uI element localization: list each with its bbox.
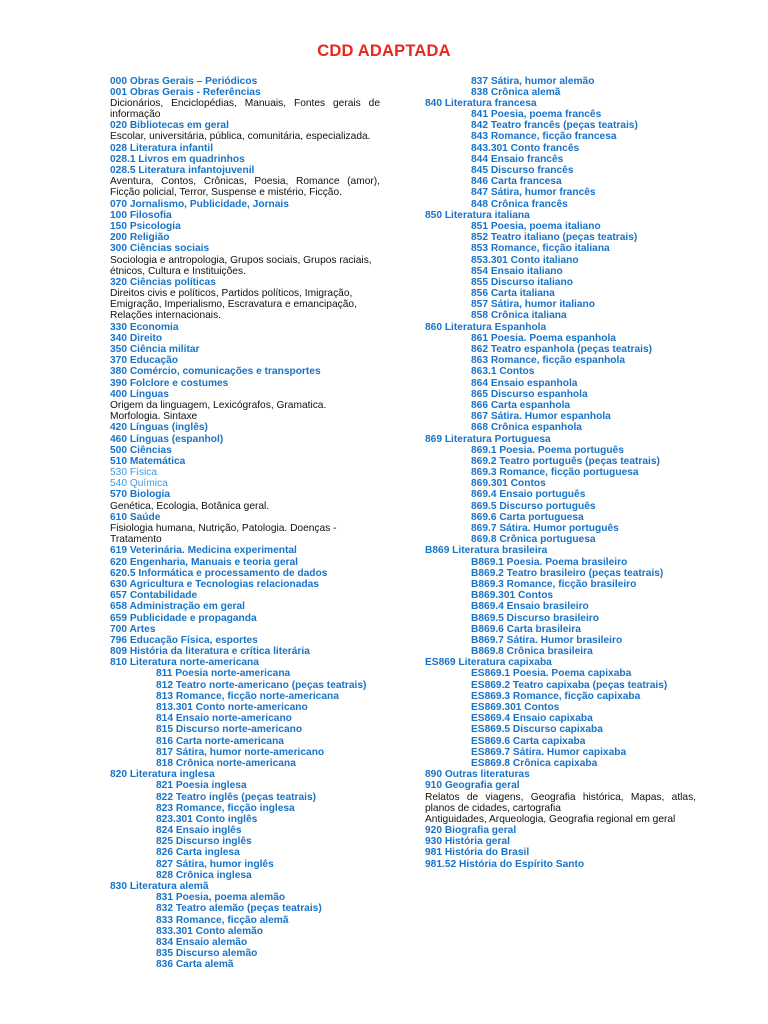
cdd-entry-heading: 350 Ciência militar <box>110 344 200 355</box>
cdd-entry-subclass: 837 Sátira, humor alemão <box>471 75 595 87</box>
cdd-entry-heading: 200 Religião <box>110 232 170 244</box>
cdd-entry-subclass: 869.1 Poesia. Poema português <box>471 444 624 456</box>
cdd-entry-heading: 070 Jornalismo, Publicidade, Jornais <box>110 198 289 210</box>
cdd-entry-description: Tratamento <box>110 534 162 546</box>
cdd-entry-subclass: 854 Ensaio italiano <box>471 265 563 277</box>
cdd-entry-heading: 830 Literatura alemã <box>110 881 209 892</box>
cdd-entry-subclass: 869.8 Crônica portuguesa <box>471 534 596 546</box>
cdd-entry-description: Fisiologia humana, Nutrição, Patologia. Doenças - <box>110 523 337 534</box>
cdd-entry-heading: 570 Biologia <box>110 489 171 501</box>
cdd-entry-subclass: B869.5 Discurso brasileiro <box>471 612 599 624</box>
cdd-entry-subclass: 811 Poesia norte-americana <box>156 668 291 680</box>
cdd-entry-subclass: B869.4 Ensaio brasileiro <box>471 601 589 613</box>
cdd-entry-subclass: 853 Romance, ficção italiana <box>471 243 610 255</box>
cdd-entry-subclass: 858 Crônica italiana <box>471 310 567 322</box>
cdd-entry-description: planos de cidades, cartografia <box>425 802 561 814</box>
cdd-entry-heading: 700 Artes <box>110 623 156 635</box>
cdd-entry-heading: 510 Matemática <box>110 455 186 467</box>
cdd-entry-subclass: 852 Teatro italiano (peças teatrais) <box>471 232 638 244</box>
cdd-entry-subclass: 845 Discurso francês <box>471 165 574 176</box>
cdd-entry-heading: 920 Biografia geral <box>425 825 517 837</box>
cdd-entry-description: Direitos civis e políticos, Partidos políticos, Imigração, <box>110 288 353 300</box>
cdd-entry-subclass: 856 Carta italiana <box>471 288 555 300</box>
cdd-entry-subclass: 823 Romance, ficção inglesa <box>156 802 295 814</box>
cdd-entry-subclass: B869.1 Poesia. Poema brasileiro <box>471 556 628 568</box>
cdd-entry-heading: 796 Educação Física, esportes <box>110 634 258 646</box>
cdd-entry-subclass: ES869.301 Contos <box>471 702 560 713</box>
cdd-entry-heading: 390 Folclore e costumes <box>110 377 229 389</box>
cdd-entry-description: Morfologia. Sintaxe <box>110 411 198 423</box>
cdd-entry-heading: 869 Literatura Portuguesa <box>425 433 551 445</box>
cdd-entry-heading: 630 Agricultura e Tecnologias relacionadas <box>110 578 319 590</box>
cdd-entry-heading: 150 Psicologia <box>110 220 181 232</box>
cdd-entry-subclass: 816 Carta norte-americana <box>156 735 284 747</box>
cdd-entry-heading: 620.5 Informática e processamento de dados <box>110 567 328 579</box>
cdd-entry-description: Emigração, Imperialismo, Escravatura e emancipação, <box>110 299 357 311</box>
cdd-entry-heading: 850 Literatura italiana <box>425 209 530 221</box>
cdd-entry-subclass: 814 Ensaio norte-americano <box>156 713 292 725</box>
cdd-entry-subclass: ES869.2 Teatro capixaba (peças teatrais) <box>471 679 668 691</box>
cdd-entry-subclass: 853.301 Conto italiano <box>471 254 579 266</box>
cdd-entry-subclass: 838 Crônica alemã <box>471 86 561 98</box>
cdd-entry-subclass: 844 Ensaio francês <box>471 153 564 165</box>
cdd-entry-subclass: 835 Discurso alemão <box>156 948 258 960</box>
cdd-entry-description: Aventura, Contos, Crônicas, Poesia, Romance (amor), <box>110 176 380 188</box>
cdd-entry-subclass: ES869.1 Poesia. Poema capixaba <box>471 668 632 680</box>
cdd-entry-subclass: 821 Poesia inglesa <box>156 780 247 792</box>
cdd-entry-heading: 020 Bibliotecas em geral <box>110 120 229 132</box>
cdd-entry-subclass: 869.301 Contos <box>471 478 546 490</box>
cdd-entry-heading: 659 Publicidade e propaganda <box>110 612 257 624</box>
cdd-entry-heading: B869 Literatura brasileira <box>425 545 548 557</box>
cdd-entry-subclass: 828 Crônica inglesa <box>156 869 252 881</box>
cdd-entry-subclass: B869.2 Teatro brasileiro (peças teatrais) <box>471 567 664 579</box>
cdd-entry-heading: 380 Comércio, comunicações e transportes <box>110 366 321 378</box>
cdd-entry-subclass: 824 Ensaio inglês <box>156 825 242 837</box>
cdd-entry-heading: 028.1 Livros em quadrinhos <box>110 153 245 165</box>
cdd-entry-heading: 810 Literatura norte-americana <box>110 657 259 669</box>
cdd-entry-subclass: 863.1 Contos <box>471 366 535 378</box>
cdd-entry-subclass: 843 Romance, ficção francesa <box>471 131 617 143</box>
cdd-entry-subclass: 825 Discurso inglês <box>156 836 252 848</box>
cdd-entry-subclass: ES869.7 Sátira. Humor capixaba <box>471 746 627 758</box>
cdd-entry-heading: 981 História do Brasil <box>425 847 530 859</box>
cdd-entry-subclass: 842 Teatro francês (peças teatrais) <box>471 120 638 132</box>
cdd-entry-subclass: 813 Romance, ficção norte-americana <box>156 690 339 702</box>
cdd-entry-subclass: 817 Sátira, humor norte-americano <box>156 746 325 758</box>
cdd-entry-subclass: ES869.6 Carta capixaba <box>471 735 586 747</box>
cdd-entry-subclass: 823.301 Conto inglês <box>156 813 258 825</box>
cdd-entry-heading: 540 Química <box>110 478 168 490</box>
cdd-entry-subclass: 861 Poesia. Poema espanhola <box>471 332 616 344</box>
cdd-entry-description: Relatos de viagens, Geografia histórica, Mapas, atlas, <box>425 791 696 803</box>
cdd-entry-heading: 910 Geografia geral <box>425 780 520 792</box>
cdd-entry-subclass: 846 Carta francesa <box>471 176 562 188</box>
cdd-entry-subclass: 868 Crônica espanhola <box>471 422 582 434</box>
cdd-entry-subclass: B869.301 Contos <box>471 590 554 602</box>
cdd-entry-subclass: 827 Sátira, humor inglês <box>156 858 274 870</box>
cdd-entry-subclass: 818 Crônica norte-americana <box>156 757 296 769</box>
cdd-entry-subclass: 832 Teatro alemão (peças teatrais) <box>156 903 322 915</box>
cdd-entry-subclass: 857 Sátira, humor italiano <box>471 299 595 311</box>
cdd-entry-subclass: 815 Discurso norte-americano <box>156 724 303 736</box>
cdd-entry-subclass: 847 Sátira, humor francês <box>471 187 596 199</box>
cdd-entry-heading: 320 Ciências políticas <box>110 276 216 288</box>
cdd-entry-heading: 840 Literatura francesa <box>425 97 537 109</box>
cdd-entry-heading: 530 Física <box>110 467 157 479</box>
cdd-entry-description: étnicos, Cultura e Instituições. <box>110 265 246 277</box>
cdd-entry-subclass: ES869.8 Crônica capixaba <box>471 757 598 769</box>
cdd-entry-subclass: 866 Carta espanhola <box>471 399 571 411</box>
cdd-entry-description: informação <box>110 109 161 121</box>
cdd-entry-subclass: 851 Poesia, poema italiano <box>471 220 601 232</box>
cdd-entry-description: Escolar, universitária, pública, comunitária, especializada. <box>110 131 371 143</box>
cdd-entry-description: Ficção policial, Terror, Suspense e mistério, Ficção. <box>110 187 342 199</box>
page-title: CDD ADAPTADA <box>317 42 451 60</box>
cdd-entry-heading: 809 História da literatura e crítica literária <box>110 646 310 658</box>
cdd-entry-subclass: 834 Ensaio alemão <box>156 936 248 948</box>
cdd-entry-subclass: ES869.3 Romance, ficção capixaba <box>471 690 641 702</box>
cdd-entry-heading: 460 Línguas (espanhol) <box>110 433 224 445</box>
cdd-entry-subclass: 812 Teatro norte-americano (peças teatrais) <box>156 679 367 691</box>
cdd-entry-heading: 657 Contabilidade <box>110 590 198 602</box>
cdd-entry-subclass: 822 Teatro inglês (peças teatrais) <box>156 791 317 803</box>
cdd-entry-description: Relações internacionais. <box>110 310 221 322</box>
cdd-entry-heading: 400 Línguas <box>110 388 169 400</box>
cdd-entry-heading: 000 Obras Gerais – Periódicos <box>110 75 258 87</box>
cdd-entry-subclass: 869.7 Sátira. Humor português <box>471 523 619 534</box>
cdd-entry-heading: 330 Economia <box>110 321 179 333</box>
cdd-entry-subclass: 863 Romance, ficção espanhola <box>471 355 626 367</box>
cdd-entry-heading: 658 Administração em geral <box>110 601 245 613</box>
cdd-entry-subclass: ES869.5 Discurso capixaba <box>471 724 603 736</box>
cdd-entry-subclass: 826 Carta inglesa <box>156 847 240 859</box>
cdd-entry-heading: 860 Literatura Espanhola <box>425 321 547 333</box>
cdd-entry-subclass: 836 Carta alemã <box>156 959 234 971</box>
cdd-entry-subclass: 813.301 Conto norte-americano <box>156 702 308 713</box>
cdd-entry-heading: 620 Engenharia, Manuais e teoria geral <box>110 556 298 568</box>
right-column <box>425 76 696 870</box>
cdd-entry-heading: 981.52 História do Espírito Santo <box>425 858 585 870</box>
cdd-entry-subclass: 843.301 Conto francês <box>471 142 580 154</box>
cdd-entry-description: Origem da linguagem, Lexicógrafos, Gramatica. <box>110 399 327 411</box>
cdd-entry-subclass: 869.5 Discurso português <box>471 500 596 512</box>
cdd-entry-heading: 028.5 Literatura infantojuvenil <box>110 165 255 176</box>
cdd-entry-subclass: 865 Discurso espanhola <box>471 388 588 400</box>
cdd-entry-heading: 619 Veterinária. Medicina experimental <box>110 545 297 557</box>
cdd-entry-subclass: 869.6 Carta portuguesa <box>471 511 584 523</box>
cdd-entry-description: Antiguidades, Arqueologia, Geografia regional em geral <box>425 813 676 825</box>
cdd-entry-heading: 820 Literatura inglesa <box>110 769 215 781</box>
cdd-entry-subclass: ES869.4 Ensaio capixaba <box>471 713 593 725</box>
cdd-entry-heading: 500 Ciências <box>110 444 172 456</box>
cdd-entry-subclass: 831 Poesia, poema alemão <box>156 892 286 904</box>
cdd-entry-subclass: 867 Sátira. Humor espanhola <box>471 411 611 423</box>
left-column <box>110 76 380 971</box>
cdd-entry-heading: 930 História geral <box>425 836 510 848</box>
cdd-entry-subclass: B869.6 Carta brasileira <box>471 623 581 635</box>
cdd-entry-heading: 300 Ciências sociais <box>110 243 210 255</box>
cdd-entry-heading: 420 Línguas (inglês) <box>110 422 208 434</box>
cdd-entry-heading: ES869 Literatura capixaba <box>425 657 552 669</box>
cdd-entry-subclass: 855 Discurso italiano <box>471 276 573 288</box>
cdd-entry-subclass: 833 Romance, ficção alemã <box>156 914 289 926</box>
cdd-entry-heading: 890 Outras literaturas <box>425 769 530 781</box>
cdd-entry-heading: 340 Direito <box>110 332 163 344</box>
cdd-entry-heading: 001 Obras Gerais - Referências <box>110 86 261 98</box>
cdd-entry-subclass: 869.3 Romance, ficção portuguesa <box>471 467 639 479</box>
cdd-entry-subclass: 862 Teatro espanhola (peças teatrais) <box>471 344 652 355</box>
cdd-entry-heading: 028 Literatura infantil <box>110 142 214 154</box>
cdd-entry-heading: 610 Saúde <box>110 511 161 523</box>
cdd-entry-description: Genética, Ecologia, Botânica geral. <box>110 500 270 512</box>
cdd-entry-heading: 100 Filosofia <box>110 209 172 221</box>
cdd-entry-subclass: 864 Ensaio espanhola <box>471 377 578 389</box>
cdd-entry-subclass: B869.8 Crônica brasileira <box>471 646 593 658</box>
cdd-entry-subclass: 841 Poesia, poema francês <box>471 109 602 121</box>
cdd-entry-subclass: 869.4 Ensaio português <box>471 489 586 501</box>
cdd-entry-subclass: B869.3 Romance, ficção brasileiro <box>471 578 637 590</box>
cdd-entry-subclass: 869.2 Teatro português (peças teatrais) <box>471 455 660 467</box>
cdd-entry-heading: 370 Educação <box>110 355 178 367</box>
cdd-entry-subclass: B869.7 Sátira. Humor brasileiro <box>471 634 623 646</box>
cdd-entry-subclass: 833.301 Conto alemão <box>156 925 264 937</box>
cdd-entry-description: Dicionários, Enciclopédias, Manuais, Fontes gerais de <box>110 97 380 109</box>
cdd-entry-subclass: 848 Crônica francês <box>471 198 568 210</box>
cdd-entry-description: Sociologia e antropologia, Grupos sociais, Grupos raciais, <box>110 254 372 266</box>
